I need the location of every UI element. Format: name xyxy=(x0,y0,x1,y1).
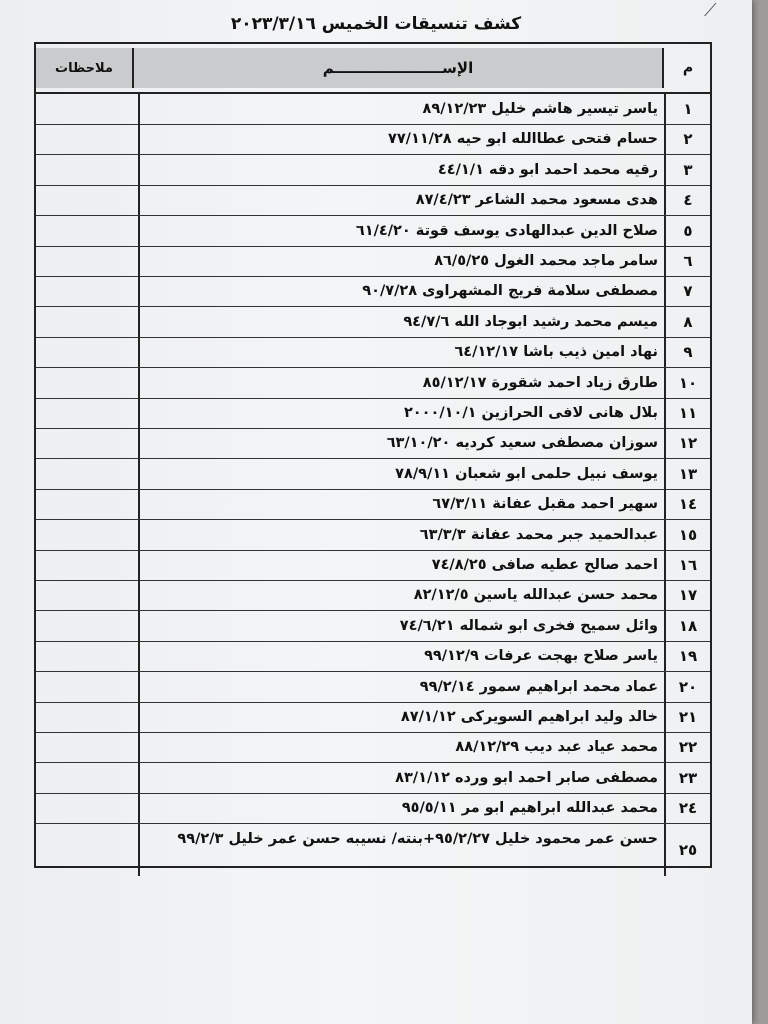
row-notes xyxy=(36,307,136,337)
table-row xyxy=(36,641,710,672)
row-number: ١٧ xyxy=(664,580,710,610)
table-row xyxy=(36,155,710,186)
row-number: ٣ xyxy=(664,155,710,185)
row-name: سامر ماجد محمد الغول ٨٦/٥/٢٥ xyxy=(138,246,664,276)
table-row xyxy=(36,368,710,399)
row-name: صلاح الدين عبدالهادى يوسف قوتة ٦١/٤/٢٠ xyxy=(138,216,664,246)
row-name: رقيه محمد احمد ابو دقه ٤٤/١/١ xyxy=(138,155,664,185)
row-notes xyxy=(36,732,136,762)
table-row xyxy=(36,732,710,763)
row-name: حسن عمر محمود خليل ٩٥/٢/٢٧+بنته/ نسيبه حسن عمر خليل ٩٩/٢/٣ xyxy=(138,824,664,876)
row-name: احمد صالح عطيه صافى ٧٤/٨/٢٥ xyxy=(138,550,664,580)
row-number: ١٦ xyxy=(664,550,710,580)
row-name: محمد حسن عبدالله ياسين ٨٢/١٢/٥ xyxy=(138,580,664,610)
table-row xyxy=(36,550,710,581)
table-row xyxy=(36,216,710,247)
row-number: ٢٤ xyxy=(664,793,710,823)
row-name: حسام فتحى عطاالله ابو حيه ٧٧/١١/٢٨ xyxy=(138,124,664,154)
table-row xyxy=(36,337,710,368)
row-name: طارق زياد احمد شقورة ٨٥/١٢/١٧ xyxy=(138,368,664,398)
row-number: ٢ xyxy=(664,124,710,154)
row-notes xyxy=(36,824,136,876)
row-name: نهاد امين ذيب باشا ٦٤/١٢/١٧ xyxy=(138,337,664,367)
row-notes xyxy=(36,520,136,550)
row-number: ٦ xyxy=(664,246,710,276)
table-row xyxy=(36,702,710,733)
row-notes xyxy=(36,641,136,671)
row-number: ٢٥ xyxy=(664,824,710,876)
table-row xyxy=(36,276,710,307)
row-notes xyxy=(36,580,136,610)
row-number: ١٤ xyxy=(664,489,710,519)
table-row xyxy=(36,580,710,611)
row-number: ٧ xyxy=(664,276,710,306)
row-name: هدى مسعود محمد الشاعر ٨٧/٤/٢٣ xyxy=(138,185,664,215)
row-notes xyxy=(36,489,136,519)
row-notes xyxy=(36,94,136,124)
table-row xyxy=(36,459,710,490)
table-row xyxy=(36,611,710,642)
row-notes xyxy=(36,246,136,276)
row-name: ياسر تيسير هاشم خليل ٨٩/١٢/٢٣ xyxy=(138,94,664,124)
table-row xyxy=(36,246,710,277)
row-name: وائل سميح فخرى ابو شماله ٧٤/٦/٢١ xyxy=(138,611,664,641)
row-notes xyxy=(36,337,136,367)
table-row xyxy=(36,428,710,459)
table-header xyxy=(36,44,710,94)
row-notes xyxy=(36,428,136,458)
header-notes: ملاحظات xyxy=(36,48,132,88)
row-number: ١٣ xyxy=(664,459,710,489)
row-name: مصطفى صابر احمد ابو ورده ٨٣/١/١٢ xyxy=(138,763,664,793)
row-number: ١ xyxy=(664,94,710,124)
table-row xyxy=(36,94,710,125)
corner-fold-mark: ⟋ xyxy=(704,0,717,21)
row-number: ١٨ xyxy=(664,611,710,641)
row-number: ١٥ xyxy=(664,520,710,550)
row-name: سوزان مصطفى سعيد كرديه ٦٣/١٠/٢٠ xyxy=(138,428,664,458)
row-notes xyxy=(36,611,136,641)
row-name: يوسف نبيل حلمى ابو شعبان ٧٨/٩/١١ xyxy=(138,459,664,489)
table-row xyxy=(36,824,710,876)
row-notes xyxy=(36,459,136,489)
table-row xyxy=(36,489,710,520)
row-notes xyxy=(36,672,136,702)
page-title: كشف تنسيقات الخميس ٢٠٢٣/٣/١٦ xyxy=(230,14,522,34)
table-row xyxy=(36,672,710,703)
row-number: ٤ xyxy=(664,185,710,215)
row-notes xyxy=(36,793,136,823)
row-number: ١٩ xyxy=(664,641,710,671)
row-number: ٢٣ xyxy=(664,763,710,793)
row-notes xyxy=(36,368,136,398)
row-name: بلال هانى لافى الحرازين ٢٠٠٠/١٠/١ xyxy=(138,398,664,428)
table-row xyxy=(36,124,710,155)
row-notes xyxy=(36,124,136,154)
row-name: ميسم محمد رشيد ابوجاد الله ٩٤/٧/٦ xyxy=(138,307,664,337)
row-number: ٥ xyxy=(664,216,710,246)
row-notes xyxy=(36,155,136,185)
row-number: ٩ xyxy=(664,337,710,367)
row-notes xyxy=(36,702,136,732)
row-name: عماد محمد ابراهيم سمور ٩٩/٢/١٤ xyxy=(138,672,664,702)
row-notes xyxy=(36,763,136,793)
row-number: ١١ xyxy=(664,398,710,428)
row-number: ١٢ xyxy=(664,428,710,458)
row-number: ٨ xyxy=(664,307,710,337)
table-row xyxy=(36,398,710,429)
row-name: خالد وليد ابراهيم السويركى ٨٧/١/١٢ xyxy=(138,702,664,732)
row-notes xyxy=(36,185,136,215)
row-name: عبدالحميد جبر محمد عفانة ٦٣/٣/٣ xyxy=(138,520,664,550)
row-number: ٢١ xyxy=(664,702,710,732)
table-row xyxy=(36,185,710,216)
table-row xyxy=(36,793,710,824)
row-name: سهير احمد مقبل عفانة ٦٧/٣/١١ xyxy=(138,489,664,519)
row-name: محمد عياد عبد ديب ٨٨/١٢/٢٩ xyxy=(138,732,664,762)
table-row xyxy=(36,307,710,338)
row-name: ياسر صلاح بهجت عرفات ٩٩/١٢/٩ xyxy=(138,641,664,671)
row-notes xyxy=(36,398,136,428)
row-notes xyxy=(36,550,136,580)
table-row xyxy=(36,763,710,794)
names-table xyxy=(34,42,712,868)
row-name: مصطفى سلامة فريج المشهراوى ٩٠/٧/٢٨ xyxy=(138,276,664,306)
header-name: الإســـــــــــــــــــــم xyxy=(132,48,664,88)
row-number: ٢٢ xyxy=(664,732,710,762)
row-number: ٢٠ xyxy=(664,672,710,702)
row-name: محمد عبدالله ابراهيم ابو مر ٩٥/٥/١١ xyxy=(138,793,664,823)
header-number: م xyxy=(682,60,694,76)
row-notes xyxy=(36,276,136,306)
row-notes xyxy=(36,216,136,246)
table-row xyxy=(36,520,710,551)
row-number: ١٠ xyxy=(664,368,710,398)
